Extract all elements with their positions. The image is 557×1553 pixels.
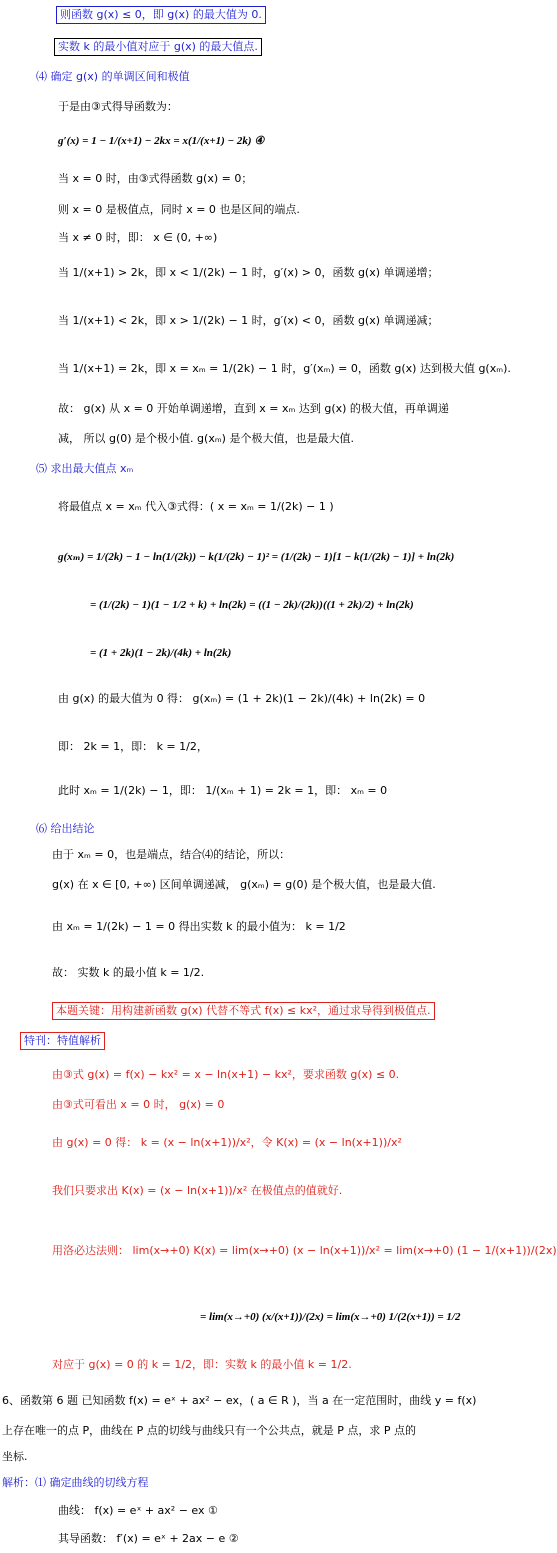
text-line: 6、函数第 6 题 已知函数 f(x) = eˣ + ax² − ex，( a ∈ R )，当 a 在一定范围时，曲线 y = f(x): [2, 1394, 477, 1407]
text-line: 当 1/(x+1) > 2k，即 x < 1/(2k) − 1 时，g′(x) > 0，函数 g(x) 单调递增；: [58, 266, 439, 279]
text-line: ⑹ 给出结论: [36, 822, 95, 835]
text-line: 对应于 g(x) = 0 的 k = 1/2，即：实数 k 的最小值 k = 1/2.: [52, 1358, 352, 1371]
text-line: 由③式 g(x) = f(x) − kx² = x − ln(x+1) − kx²，要求函数 g(x) ≤ 0.: [52, 1068, 400, 1081]
text-line: 减， 所以 g(0) 是个极小值. g(xₘ) 是个极大值，也是最大值.: [58, 432, 354, 445]
text-line: 其导函数： f′(x) = eˣ + 2ax − e ②: [58, 1532, 239, 1545]
text-line: = lim(x→+0) (x/(x+1))/(2x) = lim(x→+0) 1/(2(x+1)) = 1/2: [200, 1311, 461, 1323]
text-line: 当 1/(x+1) = 2k，即 x = xₘ = 1/(2k) − 1 时，g′(xₘ) = 0，函数 g(x) 达到极大值 g(xₘ).: [58, 362, 511, 375]
text-line: 坐标.: [2, 1450, 28, 1463]
text-line: 由 xₘ = 1/(2k) − 1 = 0 得出实数 k 的最小值为： k = 1/2: [52, 920, 346, 933]
text-line: = (1/(2k) − 1)(1 − 1/2 + k) + ln(2k) = ((1 − 2k)/(2k))((1 + 2k)/2) + ln(2k): [90, 599, 414, 611]
text-line: 上存在唯一的点 P，曲线在 P 点的切线与曲线只有一个公共点，就是 P 点，求 P 点的: [2, 1424, 417, 1437]
text-line: 解析：⑴ 确定曲线的切线方程: [2, 1476, 149, 1489]
text-line: g(xₘ) = 1/(2k) − 1 − ln(1/(2k)) − k(1/(2k) − 1)² = (1/(2k) − 1)[1 − k(1/(2k) − 1)] + ln(2k): [58, 551, 455, 563]
text-line: 曲线： f(x) = eˣ + ax² − ex ①: [58, 1504, 218, 1517]
text-line: 故： g(x) 从 x = 0 开始单调递增，直到 x = xₘ 达到 g(x) 的极大值，再单调递: [58, 402, 449, 415]
text-line: 将最值点 x = xₘ 代入③式得：( x = xₘ = 1/(2k) − 1 ): [58, 500, 334, 513]
text-line: 本题关键：用构建新函数 g(x) 代替不等式 f(x) ≤ kx²，通过求导得到极值点.: [52, 1002, 435, 1020]
text-line: 则函数 g(x) ≤ 0，即 g(x) 的最大值为 0.: [56, 6, 266, 24]
text-line: 当 x ≠ 0 时，即： x ∈ (0, +∞): [58, 231, 218, 244]
text-line: 我们只要求出 K(x) = (x − ln(x+1))/x² 在极值点的值就好.: [52, 1184, 343, 1197]
text-line: 由于 xₘ = 0，也是端点，结合⑷的结论，所以：: [52, 848, 291, 861]
text-line: = (1 + 2k)(1 − 2k)/(4k) + ln(2k): [90, 647, 232, 659]
text-line: 故： 实数 k 的最小值 k = 1/2.: [52, 966, 205, 979]
text-line: 实数 k 的最小值对应于 g(x) 的最大值点.: [54, 38, 262, 56]
text-line: 由 g(x) 的最大值为 0 得： g(xₘ) = (1 + 2k)(1 − 2k)/(4k) + ln(2k) = 0: [58, 692, 426, 705]
text-line: 则 x = 0 是极值点，同时 x = 0 也是区间的端点.: [58, 203, 300, 216]
text-line: ⑸ 求出最大值点 xₘ: [36, 462, 134, 475]
text-line: g(x) 在 x ∈ [0, +∞) 区间单调递减， g(xₘ) = g(0) 是个极大值，也是最大值.: [52, 878, 436, 891]
text-line: 即： 2k = 1，即： k = 1/2，: [58, 740, 208, 753]
text-line: 由 g(x) = 0 得： k = (x − ln(x+1))/x²，令 K(x) = (x − ln(x+1))/x²: [52, 1136, 402, 1149]
text-line: 由③式可看出 x = 0 时， g(x) = 0: [52, 1098, 225, 1111]
text-line: 当 1/(x+1) < 2k，即 x > 1/(2k) − 1 时，g′(x) < 0，函数 g(x) 单调递减；: [58, 314, 439, 327]
text-line: 于是由③式得导函数为：: [58, 100, 178, 113]
text-line: 此时 xₘ = 1/(2k) − 1，即： 1/(xₘ + 1) = 2k = 1，即： xₘ = 0: [58, 784, 388, 797]
text-line: g′(x) = 1 − 1/(x+1) − 2kx = x(1/(x+1) − 2k) ④: [58, 135, 265, 147]
text-line: 当 x = 0 时，由③式得函数 g(x) = 0；: [58, 172, 253, 185]
text-line: 用洛必达法则： lim(x→+0) K(x) = lim(x→+0) (x − ln(x+1))/x² = lim(x→+0) (1 − 1/(x+1))/(2x): [52, 1244, 557, 1257]
text-line: 特刊：特值解析: [20, 1032, 105, 1050]
text-line: ⑷ 确定 g(x) 的单调区间和极值: [36, 70, 190, 83]
